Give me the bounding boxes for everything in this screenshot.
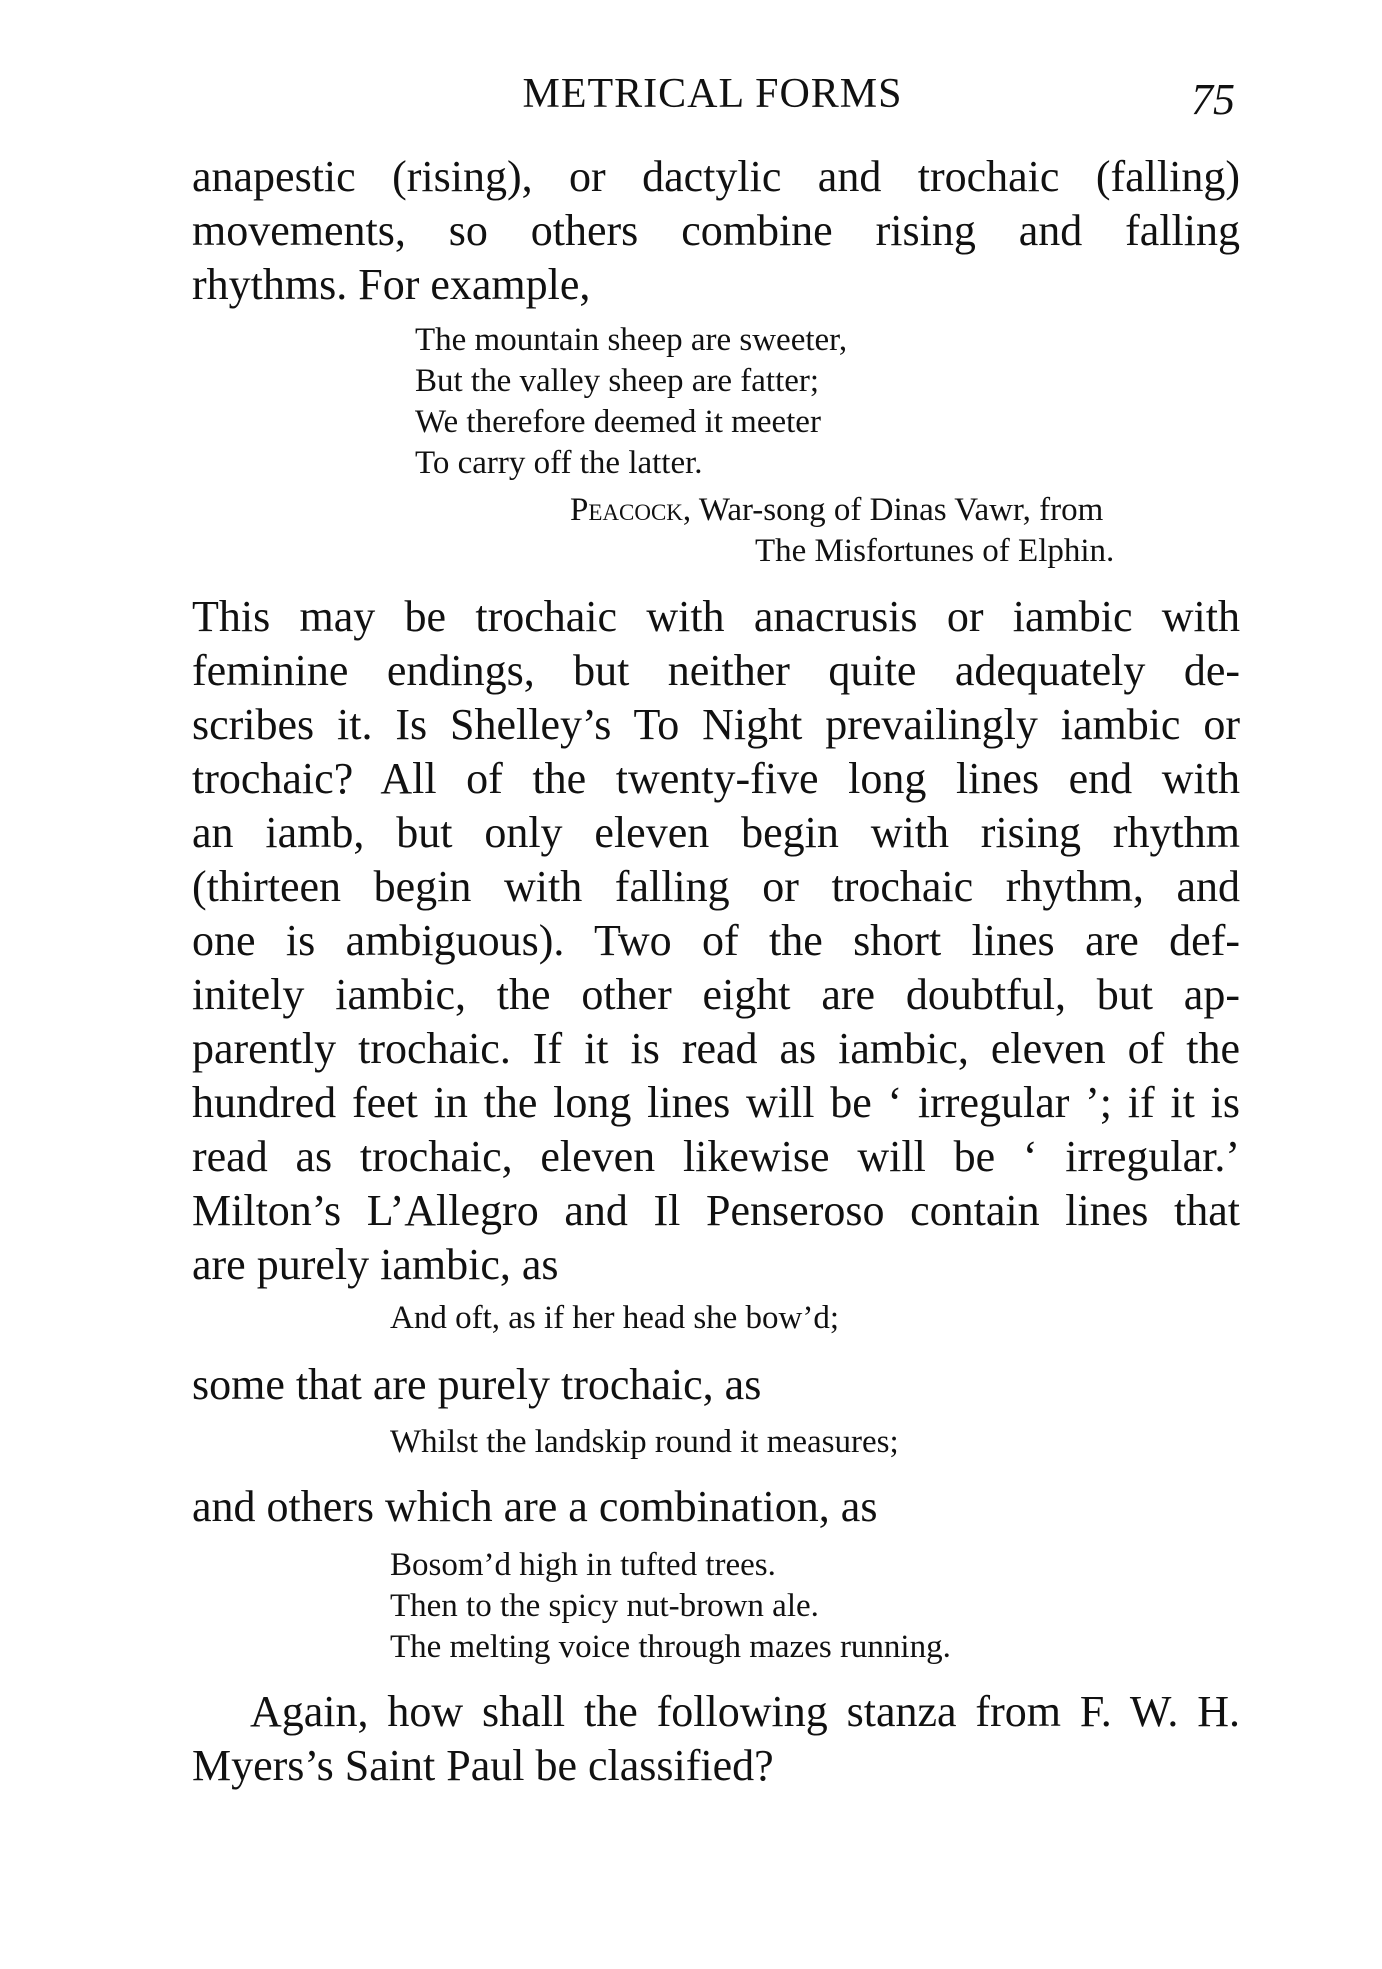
text-line: anapestic (rising), or dactylic and trochaic (falling) [192, 152, 1240, 201]
running-head [190, 70, 1235, 130]
text-line: read as trochaic, eleven likewise will be ‘ irregular.’ [192, 1132, 1240, 1181]
text-line: hundred feet in the long lines will be ‘ irregular ’; if it is [192, 1078, 1240, 1127]
text-line: trochaic? All of the twenty-five long lines end with [192, 754, 1240, 803]
text-line: some that are purely trochaic, as [192, 1360, 762, 1409]
verse-line: To carry off the latter. [415, 445, 703, 481]
verse-line: Bosom’d high in tufted trees. [390, 1547, 776, 1583]
paragraph-2 [192, 590, 1240, 1292]
text-line: (thirteen begin with falling or trochaic rhythm, and [192, 862, 1240, 911]
paragraph-1 [192, 150, 1240, 312]
paragraph-3 [192, 1358, 1240, 1412]
page-number: 75 [1191, 75, 1235, 124]
text-line: an iamb, but only eleven begin with rising rhythm [192, 808, 1240, 857]
attribution-author: Peacock, [570, 492, 692, 528]
verse-line: The melting voice through mazes running. [390, 1629, 951, 1665]
text-line: feminine endings, but neither quite adequately de- [192, 646, 1240, 695]
text-line: parently trochaic. If it is read as iambic, eleven of the [192, 1024, 1240, 1073]
text-line: are purely iambic, as [192, 1240, 559, 1289]
attribution-line-2: The Misfortunes of Elphin. [755, 533, 1115, 569]
paragraph-5-rest [192, 1739, 1240, 1793]
attribution-title: War-song of Dinas Vawr, from [698, 492, 1104, 528]
verse-quote-4 [390, 1545, 951, 1668]
text-line: This may be trochaic with anacrusis or iambic with [192, 592, 1240, 641]
text-line: Again, how shall the following stanza from F. W. H. [250, 1687, 1240, 1736]
verse-quote-3 [390, 1422, 899, 1463]
text-line: Myers’s Saint Paul be classified? [192, 1741, 774, 1790]
text-line: scribes it. Is Shelley’s To Night prevailingly iambic or [192, 700, 1240, 749]
verse-line: We therefore deemed it meeter [415, 404, 821, 440]
text-line: and others which are a combination, as [192, 1482, 878, 1531]
text-line: initely iambic, the other eight are doubtful, but ap- [192, 970, 1240, 1019]
paragraph-5-first [250, 1685, 1240, 1739]
text-line: Milton’s L’Allegro and Il Penseroso contain lines that [192, 1186, 1240, 1235]
verse-line: Whilst the landskip round it measures; [390, 1424, 899, 1460]
verse-quote-2 [390, 1298, 839, 1339]
running-title: METRICAL FORMS [522, 71, 903, 117]
verse-line: The mountain sheep are sweeter, [415, 322, 848, 358]
text-line: one is ambiguous). Two of the short lines are def- [192, 916, 1240, 965]
paragraph-4 [192, 1480, 1240, 1534]
verse-line: Then to the spicy nut-brown ale. [390, 1588, 819, 1624]
attribution-line-1 [570, 490, 1103, 531]
verse-quote-1 [415, 320, 847, 484]
text-line: rhythms. For example, [192, 260, 591, 309]
verse-line: And oft, as if her head she bow’d; [390, 1300, 840, 1336]
verse-line: But the valley sheep are fatter; [415, 363, 820, 399]
text-line: movements, so others combine rising and falling [192, 206, 1240, 255]
